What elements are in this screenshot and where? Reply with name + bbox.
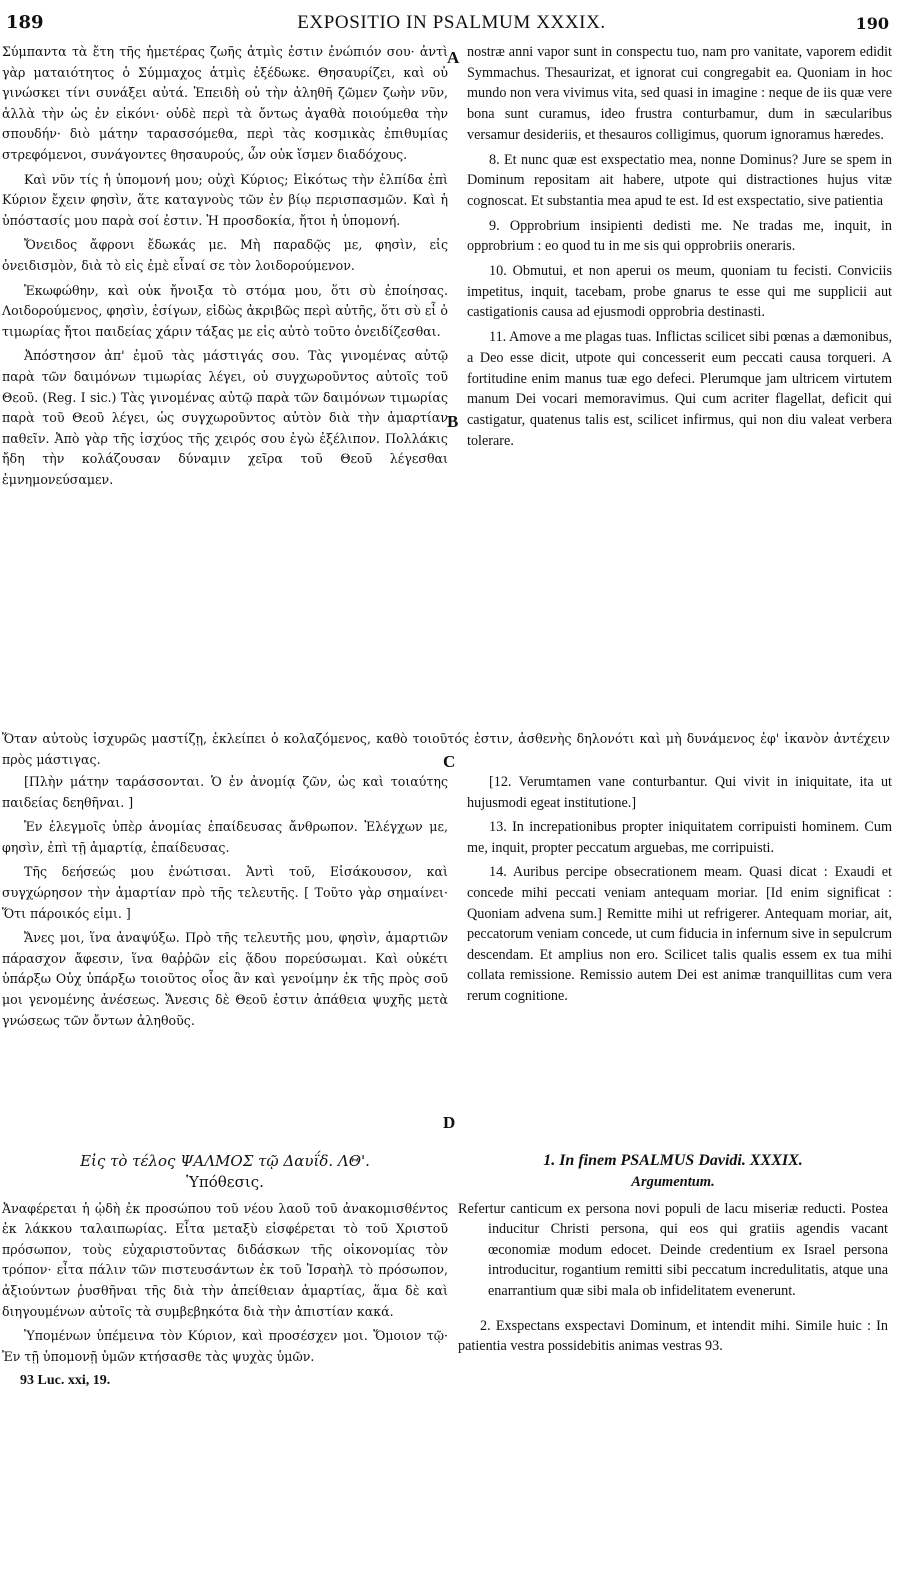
latin-paragraph: 8. Et nunc quæ est exspectatio mea, nonne Dominus? Jure se spem in Dominum repositam ait habere, utpote qui distractiones hujus vitæ cognoscat. Et substantia mea apud te est. Id est exspectatio, sive patientia	[467, 151, 892, 209]
latin-paragraph: 10. Obmutui, et non aperui os meum, quoniam tu fecisti. Conviciis impetitus, inquit, tacebam, probe gnarus te esse qui me supplicii aut castigationis causa ad ejusmodi opprobria destinasti.	[467, 263, 892, 321]
latin-paragraph: 9. Opprobrium insipienti dedisti me. Ne tradas me, inquit, in opprobrium : eo quod tu in me sis qui opprobriis oneraris.	[467, 217, 892, 255]
greek-paragraph: [Πλὴν μάτην ταράσσονται. Ὁ ἐν ἀνομίᾳ ζῶν, ὡς καὶ τοιαύτης παιδείας δεηθῆναι. ]	[2, 774, 448, 810]
full-width-greek-line	[2, 728, 890, 770]
latin-column-top	[467, 42, 892, 455]
latin-paragraph: 2. Exspectans exspectavi Dominum, et intendit mihi. Simile huic : In patientia vestra possidebitis animas vestras 93.	[458, 1317, 888, 1355]
greek-column-bottom	[2, 1150, 448, 1396]
section-marker-c: C	[443, 752, 456, 771]
latin-column-middle	[467, 772, 892, 1011]
footnote: 93 Luc. xxi, 19.	[20, 1373, 111, 1389]
page-number-left: 189	[6, 12, 44, 33]
latin-paragraph: 13. In increpationibus propter iniquitatem corripuisti hominem. Cum me, inquit, propter peccatum arguebas, me corripuisti.	[467, 819, 892, 856]
greek-paragraph: Ὑπομένων ὑπέμεινα τὸν Κύριον, καὶ προσέσχεν μοι. Ὅμοιον τῷ· Ἐν τῇ ὑπομονῇ ὑμῶν κτήσασθε τὰς ψυχὰς ὑμῶν.	[2, 1328, 448, 1364]
latin-paragraph: [12. Verumtamen vane conturbantur. Qui vivit in iniquitate, ita ut hujusmodi egeat institutione.]	[467, 774, 892, 811]
latin-argument-heading: Argumentum.	[631, 1174, 715, 1190]
latin-paragraph: nostræ anni vapor sunt in conspectu tuo, nam pro vanitate, vaporem edidit Symmachus. Thesaurizat, et ignorat cui congregabit ea. Quoniam in hoc mundo non vera vivimus vita, sed quasi in imagine : neque de iis quæ vere bona sunt curamus, ideo frustra conturbamur, dum in sæcularibus versamur desideriis, et thesauros colligimus, quorum ignoramus hæredes.	[467, 44, 892, 143]
greek-argument-heading: Ὑπόθεσις.	[186, 1173, 264, 1191]
running-header	[0, 12, 903, 38]
latin-paragraph: 11. Amove a me plagas tuas. Inflictas scilicet sibi pœnas a dæmonibus, a Deo esse dicit, utpote qui concesserit eum peccati causa torqueri. A fortitudine enim manus tuæ ego defeci. Plerumque jam ultricem virtutem manum Dei vocari memoravimus. Qui cum acriter flagellat, deficit qui castigatur, quatenus talis est, scilicet infirmus, qui non diu valeat verbera tolerare.	[467, 329, 892, 449]
running-title: EXPOSITIO IN PSALMUM XXXIX.	[297, 12, 606, 33]
greek-paragraph: Ἐν ἐλεγμοῖς ὑπὲρ ἀνομίας ἐπαίδευσας ἄνθρωπον. Ἐλέγχων με, φησὶν, ἐπὶ τῇ ἁμαρτίᾳ, ἐπαίδευσας.	[2, 819, 448, 855]
greek-psalm-heading: Εἰς τὸ τέλος ΨΑΛΜΟΣ τῷ Δαυΐδ. ΛΘ'.	[80, 1152, 370, 1170]
section-marker-d: D	[443, 1113, 456, 1132]
section-marker-a: A	[447, 48, 460, 67]
greek-paragraph: Ἐκωφώθην, καὶ οὐκ ἤνοιξα τὸ στόμα μου, ὅτι σὺ ἐποίησας. Λοιδορούμενος, φησὶν, ἐσίγων, εἰδὼς ἀκριβῶς περὶ αὐτῆς, ὅτι σὺ εἶ ὁ τιμωρίας ἤτοι παιδείας χάριν τάξας με εἰς αὐτὸ τοῦτο ὀνειδίζεσθαι.	[2, 282, 448, 339]
page-number-right: 190	[855, 14, 889, 33]
latin-paragraph: Refertur canticum ex persona novi populi de lacu miseriæ reducti. Postea inducitur Christi persona, qui eos qui gratiis agendis vacant œconomiæ modum edocet. Deinde credentium ex Israel persona introducitur, rogantium remitti sibi peccatum incredulitatis, atque una enarrantium quæ sibi mala ob infidelitatem evenerunt.	[458, 1200, 888, 1299]
greek-paragraph: Ὄνειδος ἄφρονι ἔδωκάς με. Μὴ παραδῷς με, φησὶν, εἰς ὀνειδισμὸν, διὰ τὸ εἰς ἐμὲ εἶναί σε τὸν λοιδορούμενον.	[2, 237, 448, 273]
greek-paragraph: Ἀναφέρεται ἡ ᾠδὴ ἐκ προσώπου τοῦ νέου λαοῦ τοῦ ἀνακομισθέντος ἐκ λάκκου ταλαιπωρίας. Εἶτα μεταξὺ εἰσφέρεται τὸ τοῦ Χριστοῦ πρόσωπον, τοὺς εὐχαριστοῦντας διδάσκων τῆς οἰκονομίας τὸν τρόπον· εἶτα πάλιν τῶν πιστευσάντων ἐκ τοῦ Ἰσραὴλ τὸ πρόσωπον, ἀξιούντων ῥυσθῆναι τῆς διὰ τὴν ἀπείθειαν ἁμαρτίας, ἅμα δὲ καὶ διηγουμένων αὐτοῖς τὰ συμβεβηκότα διὰ τὴν ἀπιστίαν κακά.	[2, 1200, 448, 1319]
greek-column-middle	[2, 772, 448, 1035]
greek-paragraph: Ἀπόστησον ἀπ' ἐμοῦ τὰς μάστιγάς σου. Τὰς γινομένας αὐτῷ παρὰ τῶν δαιμόνων τιμωρίας λέγει, οὐ συγχωροῦντος αὐτοῖς τοῦ Θεοῦ. (Reg. I sic.) Τὰς γινομένας αὐτῷ παρὰ τῶν δαιμόνων τιμωρίας παρὰ τοῦ Θεοῦ λέγει, ὡς συγχωροῦντος αὐτὸν διὰ τὴν ἁμαρτίαν παθεῖν. Ἀπὸ γὰρ τῆς ἰσχύος τῆς χειρός σου ἐγὼ ἐξέλιπον. Πολλάκις ἤδη τὴν κολάζουσαν δύναμιν χεῖρα τοῦ Θεοῦ λέγεσθαι ἐμνημονεύσαμεν.	[2, 348, 448, 487]
greek-paragraph: Καὶ νῦν τίς ἡ ὑπομονή μου; οὐχὶ Κύριος; Εἰκότως τὴν ἐλπίδα ἐπὶ Κύριον ἔχειν φησὶν, ἅτε καταγνοὺς τῶν ἐν βίῳ περισπασμῶν. Καὶ ἡ ὑπόστασίς μου παρὰ σοί ἐστιν. Ἡ προσδοκία, ἤτοι ἡ ὑπομονή.	[2, 171, 448, 228]
greek-paragraph: Σύμπαντα τὰ ἔτη τῆς ἡμετέρας ζωῆς ἀτμὶς ἐστιν ἐνώπιόν σου· ἀντὶ γὰρ ματαιότητος ὁ Σύμμαχος ἀτμὶς ἐξέδωκε. Θησαυρίζει, καὶ οὐ γινώσκει τίνι συνάξει αὐτά. Ἐπειδὴ οὐ τὴν ἀληθῆ ζῶμεν ζωὴν νῦν, ἀλλὰ τὴν ὡς ἐν εἰκόνι· οὐδὲ περὶ τὰ ὄντως ἀγαθὰ ποιούμεθα τὴν σπουδήν· διὸ μάτην ταρασσόμεθα, περὶ τὰς κοσμικὰς ἐπιθυμίας στρεφόμενοι, συνάγοντες θησαυρούς, ὧν οὐκ ἴσμεν διαδόχους.	[2, 44, 448, 162]
latin-paragraph: 14. Auribus percipe obsecrationem meam. Quasi dicat : Exaudi et concede mihi peccati veniam antequam moriar. [Id enim significat : Quoniam advena sum.] Remitte mihi ut refrigerer. Antequam moriar, ait, peccatorum veniam concede, ut cum fiducia in infernum sive in sepulcrum descendam. Et amplius non ero. Scilicet talis qualis essem ex tua mihi collata remissione. Remissio autem Dei est animæ tranquillitas cum vera rerum cognitione.	[467, 864, 892, 1004]
latin-psalm-heading: 1. In finem PSALMUS Davidi. XXXIX.	[543, 1152, 803, 1169]
section-marker-b: B	[447, 412, 459, 431]
latin-column-bottom	[458, 1150, 888, 1361]
greek-paragraph: Τῆς δεήσεώς μου ἐνώτισαι. Ἀντὶ τοῦ, Εἰσάκουσον, καὶ συγχώρησον τὴν ἁμαρτίαν πρὸ τῆς τελευτῆς. [ Τοῦτο γὰρ σημαίνει· Ὅτι πάροικός εἰμι. ]	[2, 864, 448, 921]
greek-paragraph: Ἄνες μοι, ἵνα ἀναψύξω. Πρὸ τῆς τελευτῆς μου, φησὶν, ἁμαρτιῶν πάρασχον ἄφεσιν, ἵνα θαῤῥῶν εἰς ᾅδου πορεύσωμαι. Καὶ οὐκέτι ὑπάρξω Οὐχ ὑπάρξω τοιοῦτος οἷος ἂν καὶ γενοίμην ἐκ τῆς πρὸς σοῦ μοι γενομένης ἀνέσεως. Ἄνεσις δὲ Θεοῦ ἐστιν ἀπάθεια ψυχῆς μετὰ γνώσεως τῶν ὄντων ἀληθοῦς.	[2, 930, 448, 1028]
greek-column-top	[2, 42, 448, 494]
greek-wide-paragraph: Ὅταν αὐτοὺς ἰσχυρῶς μαστίζῃ, ἐκλείπει ὁ κολαζόμενος, καθὸ τοιοῦτός ἐστιν, ἀσθενὴς δηλονότι καὶ μὴ δυνάμενος ἐφ' ἱκανὸν ἀντέχειν πρὸς μάστιγας.	[2, 731, 890, 767]
